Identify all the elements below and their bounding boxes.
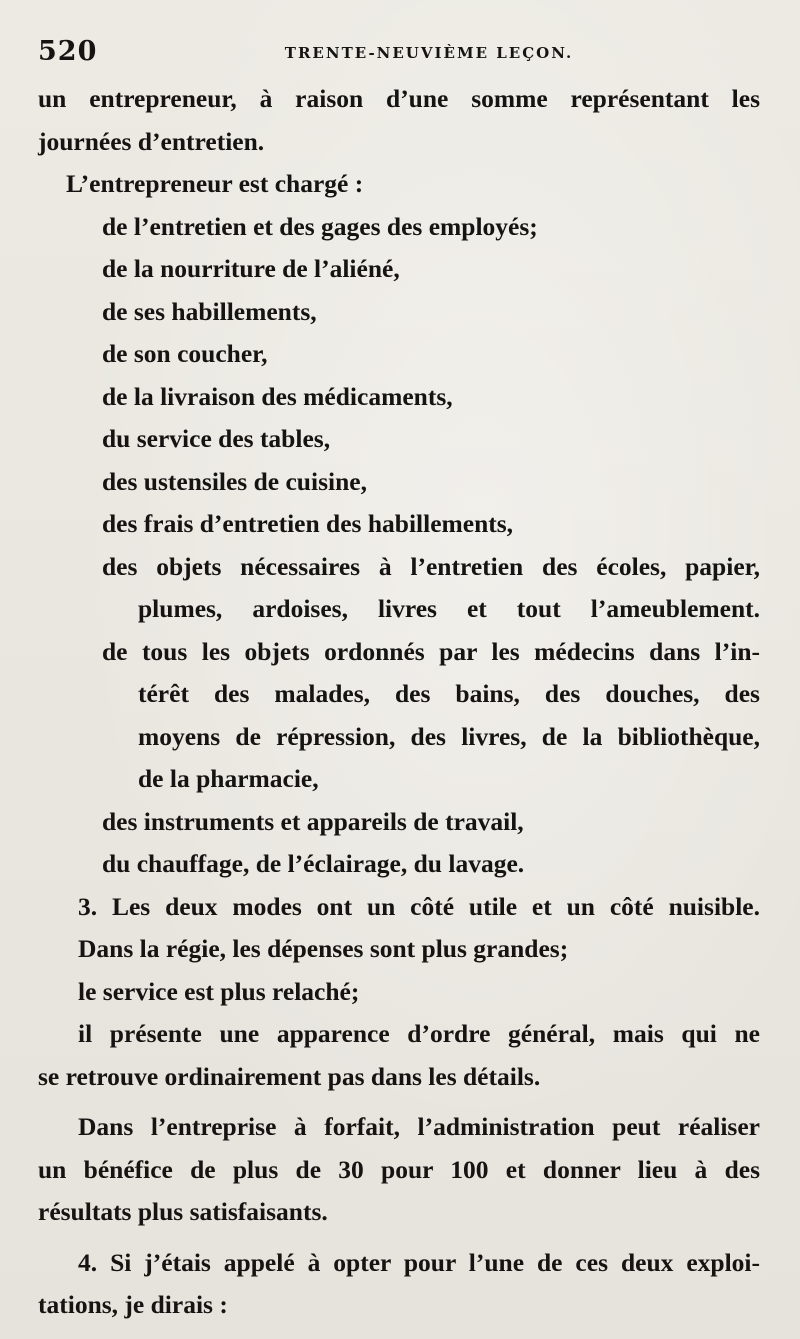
text-line: 4. Si j’étais appelé à opter pour l’une de ces deux exploi- <box>78 1247 760 1277</box>
paragraph-gap <box>38 1234 760 1242</box>
text-line: L’entrepreneur est chargé : <box>66 169 364 198</box>
text-line: de tous les objets ordonnés par les médecins dans l’in- <box>102 636 760 666</box>
page-header <box>38 36 760 76</box>
text-line: des objets nécessaires à l’entretien des écoles, papier, <box>102 551 760 581</box>
text-line: résultats plus satisfaisants. <box>38 1197 328 1226</box>
text-line: il présente une apparence d’ordre général, mais qui ne <box>78 1019 760 1048</box>
text-line: plumes, ardoises, livres et tout l’ameublement. <box>138 594 760 623</box>
text-line: de la pharmacie, <box>138 764 319 793</box>
text-line: de la nourriture de l’aliéné, <box>102 254 400 283</box>
text-line: 3. Les deux modes ont un côté utile et un côté nuisible. <box>78 891 760 921</box>
text-line: des instruments et appareils de travail, <box>102 806 524 836</box>
text-line: tations, je dirais : <box>38 1290 228 1319</box>
text-line: de son coucher, <box>102 339 268 368</box>
paragraph-gap <box>38 1098 760 1106</box>
text-line: moyens de répression, des livres, de la bibliothèque, <box>138 721 760 751</box>
text-line: de l’entretien et des gages des employés; <box>102 211 538 241</box>
text-line: Dans la régie, les dépenses sont plus grandes; <box>78 934 569 963</box>
text-line: un entrepreneur, à raison d’une somme représentant les <box>38 84 760 113</box>
running-title: TRENTE-NEUVIÈME LEÇON. <box>284 44 574 62</box>
text-line: le service est plus relaché; <box>78 976 360 1006</box>
text-line: un bénéfice de plus de 30 pour 100 et donner lieu à des <box>38 1154 760 1184</box>
body-text <box>38 78 760 1327</box>
text-line: de la livraison des médicaments, <box>102 381 453 411</box>
text-line: journées d’entretien. <box>38 126 265 156</box>
text-line: du chauffage, de l’éclairage, du lavage. <box>102 849 525 878</box>
text-line: des ustensiles de cuisine, <box>102 466 367 496</box>
text-line: Dans l’entreprise à forfait, l’administration peut réaliser <box>78 1112 760 1141</box>
page-number: 520 <box>38 36 98 67</box>
text-line: se retrouve ordinairement pas dans les détails. <box>38 1061 541 1091</box>
text-line: des frais d’entretien des habillements, <box>102 509 514 538</box>
text-line: térêt des malades, des bains, des douches, des <box>138 679 760 708</box>
text-line: du service des tables, <box>102 424 331 453</box>
text-line: de ses habillements, <box>102 296 317 326</box>
